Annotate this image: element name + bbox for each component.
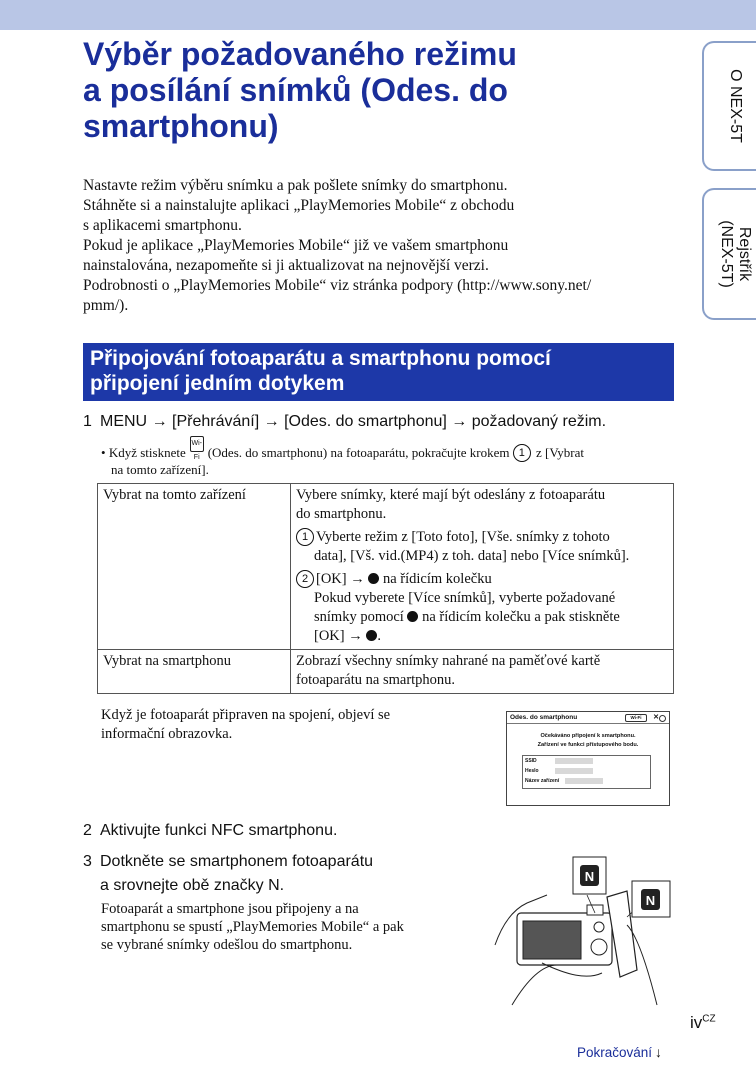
- section-heading: [83, 343, 674, 401]
- desc-line: Vybere snímky, které mají být odeslány z fotoaparátu: [296, 487, 606, 503]
- arrow-right-icon: →: [263, 413, 280, 430]
- tab-rejstrik-label: [717, 220, 753, 288]
- intro-p2b: s aplikacemi smartphonu.: [83, 217, 242, 234]
- step-number: 3: [83, 853, 92, 870]
- screen-msg-line: Očekáváno připojení k smartphonu.: [540, 733, 636, 739]
- device-name-value: [565, 778, 603, 784]
- section-line-2: připojení jedním dotykem: [90, 372, 345, 395]
- screen-title: Odes. do smartphonu: [510, 714, 578, 721]
- title-line-3: smartphonu): [83, 108, 279, 144]
- password-label: Heslo: [525, 768, 539, 774]
- section-line-1: Připojování fotoaparátu a smartphonu pomocí: [90, 347, 551, 370]
- substep-text: data], [Vš. vid.(MP4) z toh. data] nebo [Více snímků].: [314, 548, 630, 564]
- page-title: [83, 36, 683, 144]
- desc-line: Zobrazí všechny snímky nahrané na paměťové kartě: [296, 653, 601, 669]
- step-number: 2: [83, 822, 92, 839]
- menu-item-rezim: požadovaný režim.: [471, 413, 607, 430]
- option-label: Vybrat na tomto zařízení: [98, 484, 291, 650]
- control-wheel-center-icon: [366, 630, 377, 641]
- intro-p4a: Podrobnosti o „PlayMemories Mobile“ viz stránka podpory (http://www.sony.net/: [83, 277, 592, 294]
- control-wheel-center-icon: [407, 611, 418, 622]
- continue-label: Pokračování: [577, 1045, 653, 1060]
- tab-rejstrik[interactable]: [702, 188, 756, 320]
- options-table: [97, 483, 674, 694]
- step-number: 1: [83, 413, 92, 430]
- desc-line: smartphonu se spustí „PlayMemories Mobile“ a pak: [101, 919, 404, 935]
- note-line: Když je fotoaparát připraven na spojení, objeví se: [101, 707, 391, 723]
- menu-item-prehravani: [Přehrávání]: [172, 413, 260, 430]
- bullet-text-c: z [Vybrat: [536, 445, 585, 460]
- screen-msg-line: Zařízení ve funkci přístupového bodu.: [537, 742, 639, 748]
- step-3-description: [101, 900, 461, 954]
- substep-text: snímky pomocí: [314, 609, 404, 625]
- info-note: [101, 706, 446, 744]
- tab-o-nex-5t[interactable]: [702, 41, 756, 171]
- ssid-value: [555, 758, 593, 764]
- step-1-bullet: • Když stiskneteWi-Fi (Odes. do smartphonu) na fotoaparátu, pokračujte krokem 1 z [Vybrat na tomto zařízení].: [101, 436, 676, 478]
- arrow-right-icon: →: [350, 571, 365, 587]
- send-to-smartphone-icon: Wi-Fi: [190, 436, 204, 452]
- step-text: Dotkněte se smartphonem fotoaparátu: [100, 853, 374, 870]
- bullet-text-a: Když stisknete: [108, 445, 186, 460]
- arrow-right-icon: →: [151, 413, 168, 430]
- tab-rejstrik-line2: (NEX-5T): [718, 220, 735, 288]
- circled-number: 1: [296, 528, 314, 546]
- substep-text: Vyberte režim z [Toto foto], [Vše. snímky z tohoto: [316, 529, 610, 545]
- option-label: Vybrat na smartphonu: [98, 650, 291, 694]
- device-name-row: [523, 776, 650, 786]
- substep-text: na řídicím kolečku: [382, 571, 492, 587]
- title-line-2: a posílání snímků (Odes. do: [83, 72, 508, 108]
- nfc-mark-text: N: [584, 869, 595, 884]
- connection-info-box: [522, 755, 651, 789]
- circled-number: 1: [513, 444, 531, 462]
- step-3: [83, 851, 373, 897]
- camera-info-screen: [506, 711, 670, 806]
- bullet-text-d: na tomto zařízení].: [111, 462, 209, 477]
- menu-label: MENU: [100, 413, 148, 430]
- password-row: [523, 766, 650, 776]
- option-description: [291, 650, 674, 694]
- device-name-label: Název zařízení: [525, 778, 560, 784]
- control-wheel-center-icon: [368, 573, 379, 584]
- step-1: [83, 411, 606, 433]
- menu-item-odes: [Odes. do smartphonu]: [284, 413, 447, 430]
- intro-p2a: Stáhněte si a nainstalujte aplikaci „PlayMemories Mobile“ z obchodu: [83, 197, 515, 214]
- password-value: [555, 768, 593, 774]
- intro-p3b: nainstalována, nezapomeňte si ji aktualizovat na nejnovější verzi.: [83, 257, 489, 274]
- nfc-mark-text: N: [645, 893, 656, 908]
- ssid-row: [523, 756, 650, 766]
- desc-line: Fotoaparát a smartphone jsou připojeny a na: [101, 901, 359, 917]
- continue-link[interactable]: [577, 1044, 662, 1060]
- bullet-text-b: (Odes. do smartphonu) na fotoaparátu, pokračujte krokem: [207, 445, 510, 460]
- step-2: [83, 820, 337, 842]
- desc-line: se vybrané snímky odešlou do smartphonu.: [101, 937, 353, 953]
- note-line: informační obrazovka.: [101, 726, 233, 742]
- wifi-badge-icon: Wi-Fi: [625, 714, 647, 722]
- arrow-right-icon: →: [451, 413, 468, 430]
- close-icon: ✕: [653, 714, 659, 721]
- title-line-1: Výběr požadovaného režimu: [83, 36, 517, 72]
- step-text: a srovnejte obě značky N.: [100, 877, 285, 894]
- tab-rejstrik-line1: Rejstřík: [736, 226, 753, 282]
- arrow-down-icon: ↓: [655, 1044, 663, 1060]
- substep-text: Pokud vyberete [Více snímků], vyberte požadované: [314, 590, 616, 606]
- intro-p4b: pmm/).: [83, 297, 129, 314]
- intro-p1: Nastavte režim výběru snímku a pak pošlete snímky do smartphonu.: [83, 177, 508, 194]
- tab-o-nex-5t-label: O NEX-5T: [727, 69, 744, 143]
- top-banner: [0, 0, 756, 30]
- substep-text: [OK]: [316, 571, 347, 587]
- ssid-label: SSID: [525, 758, 537, 764]
- table-row: [98, 650, 674, 694]
- menu-dot-icon: [659, 715, 666, 722]
- screen-header: [507, 712, 669, 724]
- desc-line: do smartphonu.: [296, 506, 387, 522]
- screen-message: [507, 732, 669, 750]
- page-number: [690, 1013, 716, 1033]
- intro-p3a: Pokud je aplikace „PlayMemories Mobile“ již ve vašem smartphonu: [83, 237, 509, 254]
- substep-text: na řídicím kolečku a pak stiskněte: [422, 609, 620, 625]
- circled-number: 2: [296, 570, 314, 588]
- table-row: [98, 484, 674, 650]
- desc-line: fotoaparátu na smartphonu.: [296, 672, 456, 688]
- step-text: Aktivujte funkci NFC smartphonu.: [100, 822, 338, 839]
- page-number-value: iv: [690, 1013, 703, 1032]
- option-description: Vybere snímky, které mají být odeslány z fotoaparátu do smartphonu. 1 Vyberte režim z [Toto foto], [Vše. snímky z tohoto data], [Vš. vid.(MP4) z toh. data] nebo [Více snímků]. 2 [OK] → na řídicím kolečku Pokud vyberete [Více snímků], vyberte požadované snímky pomocí na řídicím kolečku a pak stiskněte [OK] → .: [291, 484, 674, 650]
- language-code: CZ: [702, 1013, 716, 1025]
- arrow-right-icon: →: [348, 628, 363, 644]
- nfc-touch-illustration: [487, 855, 677, 1012]
- substep-text: [OK]: [314, 628, 345, 644]
- camera-lcd: [523, 921, 581, 959]
- intro-text: [83, 176, 678, 316]
